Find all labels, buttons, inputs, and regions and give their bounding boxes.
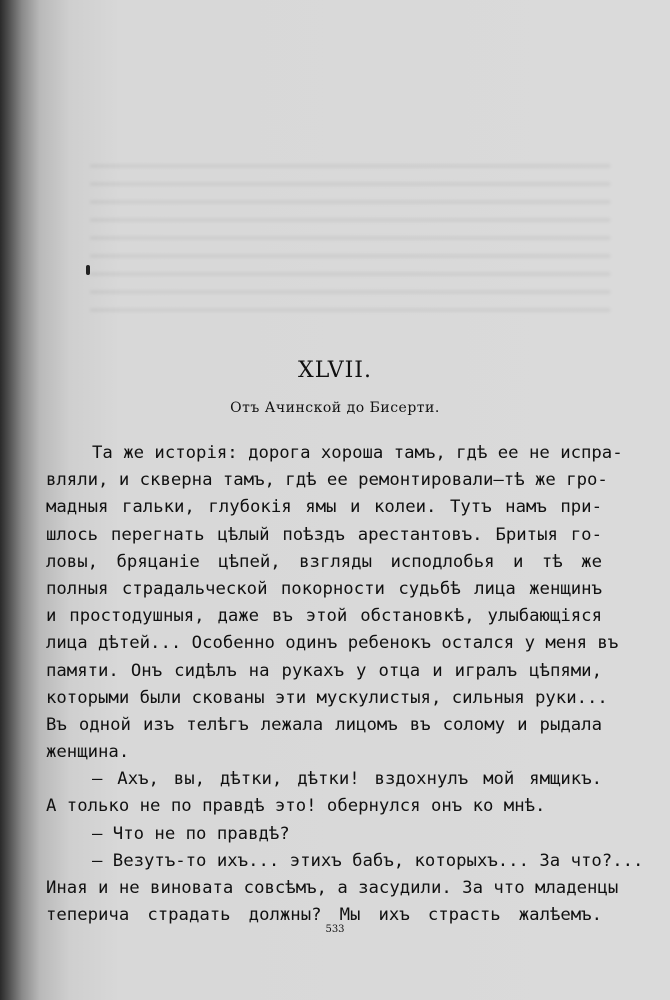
text-line: — Что не по правдѣ?	[92, 823, 290, 844]
text-line: А только не по правдѣ это! обернулся онъ ко мнѣ.	[46, 796, 546, 817]
text-line: теперича страдать должны? Мы ихъ страсть жалѣемъ.	[46, 905, 602, 926]
text-line: Иная и не виновата совсѣмъ, а засудили. За что младенцы	[46, 878, 619, 898]
text-line: — Ахъ, вы, дѣтки, дѣтки! вздохнулъ мой ямщикъ.	[92, 769, 602, 790]
ink-speck	[86, 265, 90, 275]
text-line: шлось перегнать цѣлый поѣздъ арестантовъ. Бритыя го-	[46, 524, 602, 545]
text-line: Та же исторія: дорога хороша тамъ, гдѣ ее не испра-	[92, 443, 623, 463]
chapter-number: XLVII.	[298, 358, 372, 383]
text-line: памяти. Онъ сидѣлъ на рукахъ у отца и игралъ цѣпями,	[46, 660, 602, 681]
text-line: женщина.	[46, 742, 130, 763]
text-line: мадныя гальки, глубокія ямы и колеи. Тутъ намъ при-	[46, 497, 602, 518]
text-line: вляли, и скверна тамъ, гдѣ ее ремонтировали—тѣ же гро-	[46, 470, 608, 491]
text-line: Въ одной изъ телѣгъ лежала лицомъ въ солому и рыдала	[46, 714, 602, 735]
chapter-title: Отъ Ачинской до Бисерти.	[230, 400, 440, 416]
text-line: и простодушныя, даже въ этой обстановкѣ, улыбающіяся	[46, 606, 602, 627]
body-text	[46, 440, 644, 929]
text-line: лица дѣтей... Особенно одинъ ребенокъ остался у меня въ	[46, 633, 619, 654]
text-line: ловы, бряцаніе цѣпей, взгляды исподлобья и тѣ же	[46, 551, 602, 572]
text-line: полныя страдальческой покорности судьбѣ лица женщинъ	[46, 578, 602, 599]
page-number: 533	[325, 924, 345, 935]
text-line: которыми были скованы эти мускулистыя, сильныя руки...	[46, 687, 608, 708]
text-line: — Везутъ-то ихъ... этихъ бабъ, которыхъ... За что?...	[92, 850, 644, 871]
bleed-through-text	[90, 150, 610, 320]
